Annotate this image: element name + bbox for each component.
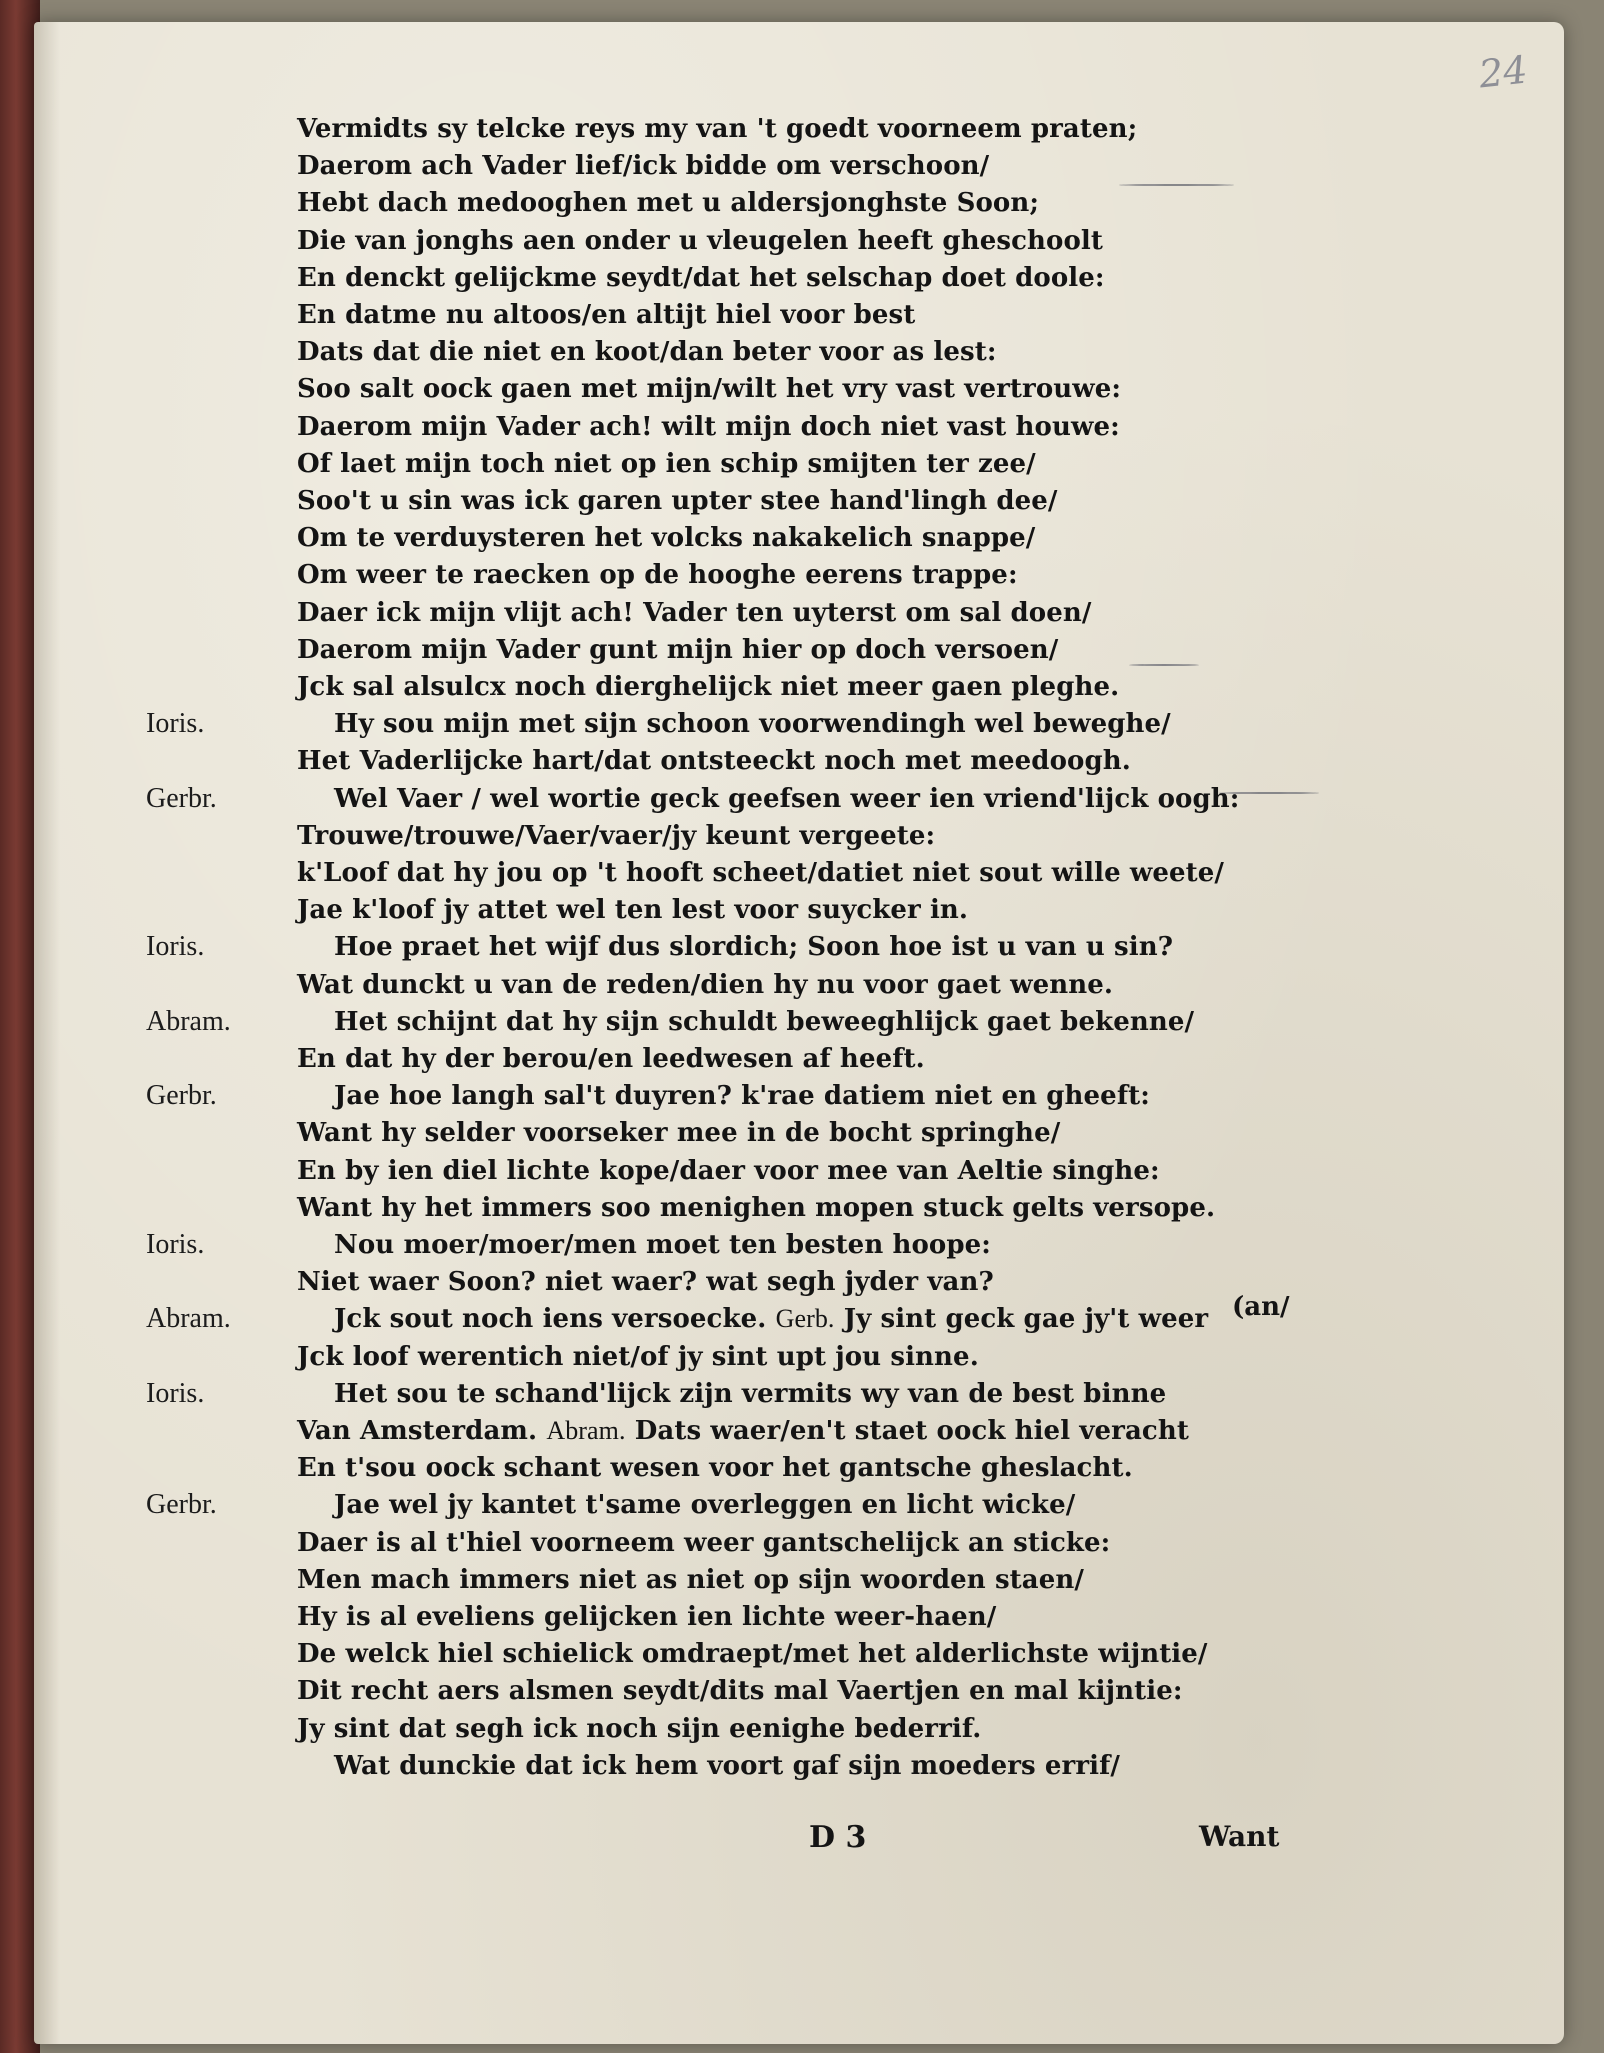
verse-line-text: Trouwe/trouwe/Vaer/vaer/jy keunt vergeete: [297, 821, 936, 851]
verse-line-text: En datme nu altoos/en altijt hiel voor best [297, 300, 916, 330]
verse-line [297, 635, 1058, 665]
verse-line-text: Om weer te raecken op de hooghe eerens trappe: [297, 560, 1018, 590]
verse-line [334, 1379, 1166, 1409]
verse-line-text: Want hy het immers soo menighen mopen stuck gelts versope. [297, 1193, 1216, 1223]
speaker-label: Ioris. [146, 708, 205, 739]
verse-line-text: Hy is al eveliens gelijcken ien lichte weer-haen/ [297, 1602, 997, 1632]
verse-line-text: Hoe praet het wijf dus slordich; Soon hoe ist u van u sin? [334, 932, 1174, 962]
speaker-label: Ioris. [146, 931, 205, 962]
verse-line-text: Daer is al t'hiel voorneem weer gantschelijck an sticke: [297, 1528, 1111, 1558]
verse-line-text: Of laet mijn toch niet op ien schip smijten ter zee/ [297, 449, 1036, 479]
verse-line [297, 1714, 981, 1744]
inline-speaker-label: Abram. [546, 1416, 626, 1445]
verse-line-text: Hy sou mijn met sijn schoon voorwendingh wel beweghe/ [334, 709, 1171, 739]
verse-line [297, 1676, 1183, 1706]
book-page [34, 22, 1564, 2044]
verse-line [334, 1007, 1194, 1037]
speaker-label: Gerbr. [146, 1489, 217, 1520]
verse-line-text: Jck loof werentich niet/of jy sint upt jou sinne. [297, 1342, 979, 1372]
verse-line [297, 114, 1137, 144]
verse-line [297, 337, 997, 367]
verse-line-text: Wat dunckie dat ick hem voort gaf sijn moeders errif/ [334, 1751, 1121, 1781]
speaker-label: Gerbr. [146, 783, 217, 814]
verse-line [334, 932, 1173, 962]
pencil-mark [1129, 664, 1199, 666]
verse-line-text: k'Loof dat hy jou op 't hooft scheet/datiet niet sout wille weete/ [297, 858, 1224, 888]
speaker-label: Abram. [146, 1303, 231, 1334]
verse-line-text: En denckt gelijckme seydt/dat het selschap doet doole: [297, 263, 1105, 293]
verse-line [297, 300, 915, 330]
verse-line-text: Jck sal alsulcx noch dierghelijck niet meer gaen pleghe. [297, 672, 1120, 702]
speaker-label: Gerbr. [146, 1080, 217, 1111]
signature-mark: D 3 [809, 1820, 867, 1855]
verse-line-text: Jy sint dat segh ick noch sijn eenighe bederrif. [297, 1714, 982, 1744]
verse-line [297, 1639, 1208, 1669]
verse-line [297, 858, 1224, 888]
speaker-label: Ioris. [146, 1378, 205, 1409]
verse-line [334, 1230, 991, 1260]
verse-line [334, 1751, 1120, 1781]
verse-line-text: Jck sout noch iens versoecke. [334, 1304, 767, 1334]
verse-line-text: Jae hoe langh sal't duyren? k'rae datiem niet en gheeft: [334, 1081, 1150, 1111]
verse-line [297, 263, 1105, 293]
verse-line-text: Jae k'loof jy attet wel ten lest voor suycker in. [297, 895, 969, 925]
pencil-mark [1219, 792, 1319, 794]
verse-line [334, 1490, 1075, 1520]
verse-line-text: De welck hiel schielick omdraept/met het alderlichste wijntie/ [297, 1639, 1208, 1669]
catchword: Want [1199, 1820, 1280, 1853]
verse-line [297, 151, 989, 181]
verse-line-text: Soo salt oock gaen met mijn/wilt het vry vast vertrouwe: [297, 374, 1122, 404]
verse-line [297, 672, 1119, 702]
turnover-text: (an/ [1232, 1292, 1290, 1322]
verse-line [297, 226, 1103, 256]
verse-line-text: Die van jonghs aen onder u vleugelen heeft gheschoolt [297, 226, 1103, 256]
verse-line-text: Vermidts sy telcke reys my van 't goedt voorneem praten; [297, 114, 1138, 144]
verse-line-text: Niet waer Soon? niet waer? wat segh jyder van? [297, 1267, 994, 1297]
verse-line [297, 412, 1120, 442]
verse-line [297, 560, 1018, 590]
verse-line-text: Daerom mijn Vader ach! wilt mijn doch niet vast houwe: [297, 412, 1120, 442]
verse-line [297, 1156, 1160, 1186]
verse-line-text: Het schijnt dat hy sijn schuldt beweeghlijck gaet bekenne/ [334, 1007, 1195, 1037]
verse-line-text: Het Vaderlijcke hart/dat ontsteeckt noch met meedoogh. [297, 746, 1131, 776]
verse-line [297, 1565, 1084, 1595]
verse-line-text: Wat dunckt u van de reden/dien hy nu voor gaet wenne. [297, 970, 1114, 1000]
verse-line-text: Men mach immers niet as niet op sijn woorden staen/ [297, 1565, 1084, 1595]
verse-line [334, 1304, 1208, 1334]
verse-line-text: Van Amsterdam. [297, 1416, 538, 1446]
verse-line-text: Daerom ach Vader lief/ick bidde om verschoon/ [297, 151, 990, 181]
verse-line-text: Wel Vaer / wel wortie geck geefsen weer ien vriend'lijck oogh: [334, 784, 1240, 814]
speaker-label: Ioris. [146, 1229, 205, 1260]
verse-line [297, 523, 1035, 553]
verse-line [297, 1044, 925, 1074]
verse-line [297, 374, 1121, 404]
verse-line [297, 1602, 996, 1632]
verse-line-text: En t'sou oock schant wesen voor het gantsche gheslacht. [297, 1453, 1133, 1483]
verse-line [297, 598, 1091, 628]
verse-line [297, 449, 1036, 479]
verse-line [334, 1081, 1150, 1111]
speaker-label: Abram. [146, 1006, 231, 1037]
verse-line-text: Om te verduysteren het volcks nakakelich snappe/ [297, 523, 1036, 553]
folio-number: 24 [1476, 47, 1530, 97]
verse-line [297, 1193, 1215, 1223]
verse-line [297, 1118, 1060, 1148]
verse-line-text: En by ien diel lichte kope/daer voor mee van Aeltie singhe: [297, 1156, 1160, 1186]
verse-line-text: Dats dat die niet en koot/dan beter voor as lest: [297, 337, 997, 367]
verse-line [334, 709, 1171, 739]
verse-line [297, 1528, 1110, 1558]
verse-line-continuation: Dats waer/en't staet oock hiel veracht [625, 1416, 1189, 1446]
verse-line [297, 970, 1113, 1000]
verse-line [297, 1342, 979, 1372]
verse-line-text: Jae wel jy kantet t'same overleggen en licht wicke/ [334, 1490, 1076, 1520]
verse-line [297, 1453, 1133, 1483]
verse-line-text: Hebt dach medooghen met u aldersjonghste Soon; [297, 188, 1040, 218]
verse-line-text: Dit recht aers alsmen seydt/dits mal Vaertjen en mal kijntie: [297, 1676, 1183, 1706]
verse-line [297, 895, 968, 925]
verse-line [297, 1416, 1189, 1446]
verse-line-text: Soo't u sin was ick garen upter stee hand'lingh dee/ [297, 486, 1058, 516]
verse-line [297, 486, 1058, 516]
verse-line [334, 784, 1239, 814]
verse-line-text: Daer ick mijn vlijt ach! Vader ten uyterst om sal doen/ [297, 598, 1092, 628]
inline-speaker-label: Gerb. [775, 1304, 835, 1333]
verse-line-text: Het sou te schand'lijck zijn vermits wy van de best binne [334, 1379, 1167, 1409]
verse-line-text: Nou moer/moer/men moet ten besten hoope: [334, 1230, 991, 1260]
verse-line [297, 821, 935, 851]
pencil-mark [1119, 184, 1234, 186]
verse-line [297, 746, 1131, 776]
verse-line [297, 188, 1039, 218]
verse-line-text: En dat hy der berou/en leedwesen af heeft. [297, 1044, 925, 1074]
verse-line-continuation: Jy sint geck gae jy't weer [834, 1304, 1209, 1334]
verse-line [297, 1267, 994, 1297]
verse-line-text: Daerom mijn Vader gunt mijn hier op doch versoen/ [297, 635, 1059, 665]
verse-line-text: Want hy selder voorseker mee in de bocht springhe/ [297, 1118, 1061, 1148]
